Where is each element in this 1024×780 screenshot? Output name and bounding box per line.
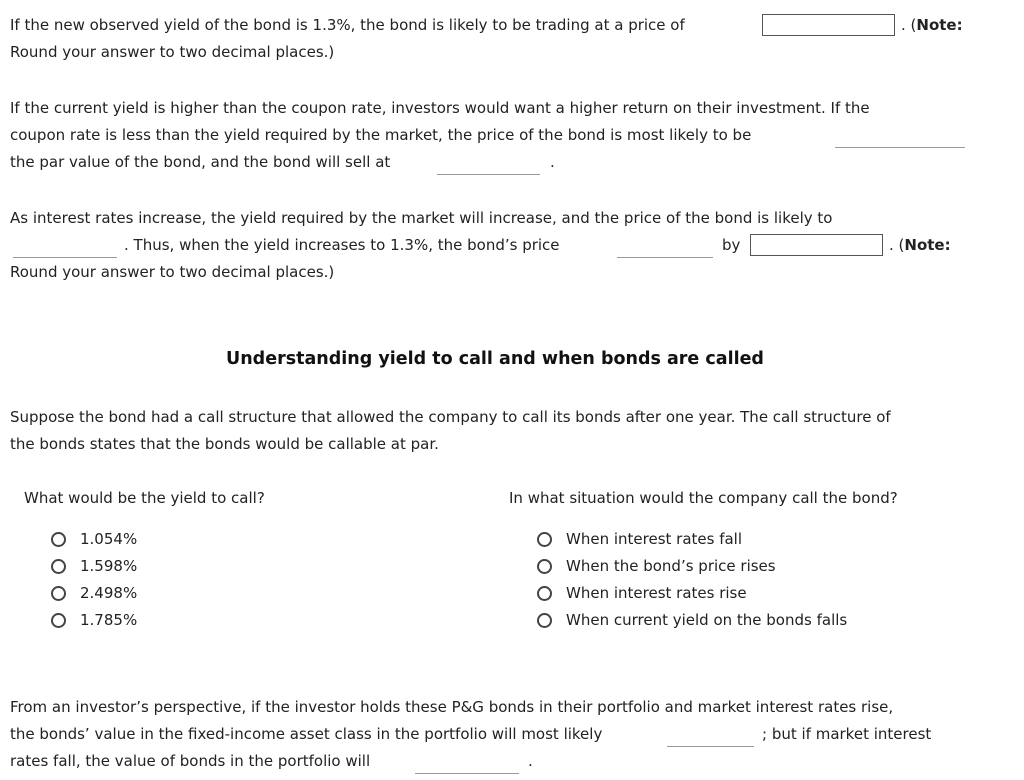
call-option-radio[interactable] (537, 559, 552, 574)
call-option-label: When interest rates rise (566, 584, 747, 602)
p3-line3: Round your answer to two decimal places.) (10, 263, 335, 281)
p1-line1: If the new observed yield of the bond is 1.3%, the bond is likely to be trading at a price of (10, 16, 685, 34)
p2-end: . (550, 153, 555, 171)
rates-rise-value-dropdown[interactable] (667, 746, 754, 747)
section-heading: Understanding yield to call and when bonds are called (226, 349, 764, 369)
ytc-option-radio[interactable] (51, 586, 66, 601)
price-direction-dropdown[interactable] (13, 257, 117, 258)
bond-sells-at-dropdown[interactable] (437, 174, 540, 175)
p5-line1: From an investor’s perspective, if the investor holds these P&G bonds in their portfolio and market interest rates rise, (10, 698, 894, 716)
ytc-option-label: 2.498% (80, 584, 138, 602)
price-change-input[interactable] (750, 234, 883, 256)
call-question: In what situation would the company call the bond? (509, 489, 898, 507)
price-input[interactable] (762, 14, 895, 36)
ytc-option-radio[interactable] (51, 559, 66, 574)
p2-line3: the par value of the bond, and the bond will sell at (10, 153, 391, 171)
call-option-label: When interest rates fall (566, 530, 743, 548)
p3-line1: As interest rates increase, the yield required by the market will increase, and the price of the bond is likely to (10, 209, 833, 227)
ytc-option-radio[interactable] (51, 532, 66, 547)
p5-line2a: the bonds’ value in the fixed-income asset class in the portfolio will most likely (10, 725, 603, 743)
rates-fall-value-dropdown[interactable] (415, 773, 519, 774)
p4-line2: the bonds states that the bonds would be callable at par. (10, 435, 439, 453)
note-prefix: . ( (901, 16, 917, 34)
ytc-question: What would be the yield to call? (24, 489, 265, 507)
p5-end: . (528, 752, 533, 770)
ytc-option-radio[interactable] (51, 613, 66, 628)
price-vs-par-dropdown[interactable] (835, 147, 965, 148)
call-option-radio[interactable] (537, 586, 552, 601)
p2-line1: If the current yield is higher than the coupon rate, investors would want a higher return on their investment. If the (10, 99, 870, 117)
p5-line2b: ; but if market interest (762, 725, 932, 743)
note-label: Note: (916, 16, 963, 34)
note-prefix: . ( (889, 236, 905, 254)
ytc-option-label: 1.054% (80, 530, 138, 548)
p3-note (889, 235, 951, 255)
call-option-label: When the bond’s price rises (566, 557, 776, 575)
p1-note (901, 15, 963, 35)
p3-line2b: by (722, 236, 741, 254)
ytc-option-label: 1.598% (80, 557, 138, 575)
call-option-radio[interactable] (537, 532, 552, 547)
price-change-dropdown[interactable] (617, 257, 713, 258)
ytc-option-label: 1.785% (80, 611, 138, 629)
call-option-radio[interactable] (537, 613, 552, 628)
call-option-label: When current yield on the bonds falls (566, 611, 848, 629)
p4-line1: Suppose the bond had a call structure that allowed the company to call its bonds after one year. The call structure of (10, 408, 891, 426)
p5-line3: rates fall, the value of bonds in the portfolio will (10, 752, 371, 770)
p2-line2: coupon rate is less than the yield required by the market, the price of the bond is most likely to be (10, 126, 752, 144)
p1-line2: Round your answer to two decimal places.) (10, 43, 335, 61)
p3-line2a: . Thus, when the yield increases to 1.3%, the bond’s price (124, 236, 560, 254)
note-label: Note: (904, 236, 951, 254)
